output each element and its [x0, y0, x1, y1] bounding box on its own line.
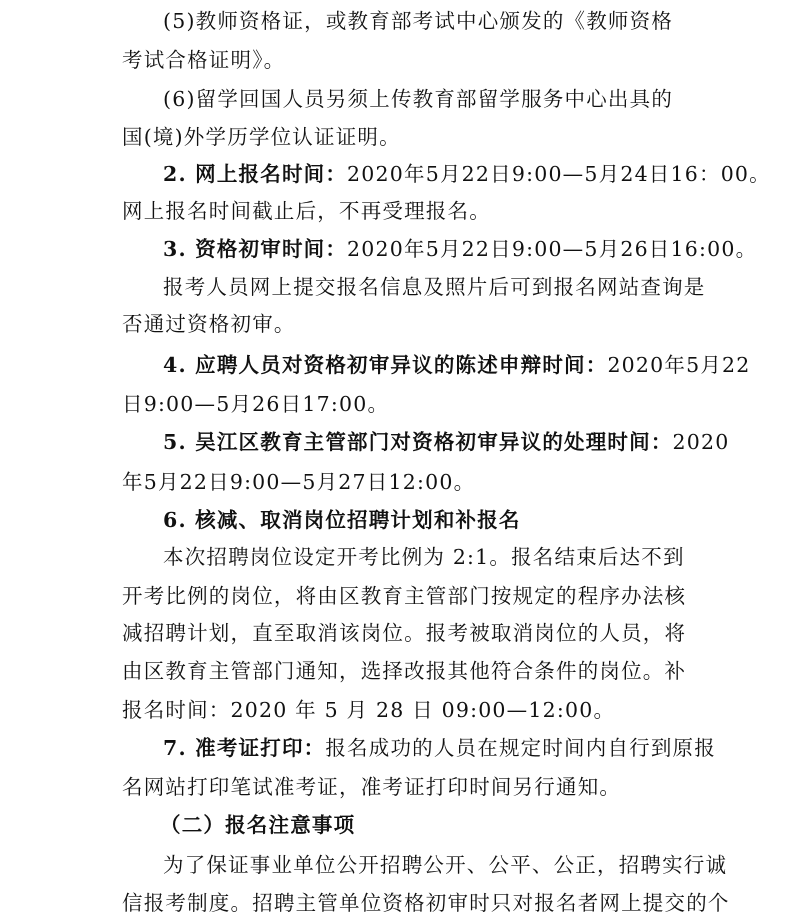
item-7-line-1: [163, 733, 716, 763]
item-6-body-line-5: 报名时间：2020 年 5 月 28 日 09:00—12:00。: [122, 698, 616, 722]
item-3-body-line-1: 报考人员网上提交报名信息及照片后可到报名网站查询是: [163, 275, 706, 299]
section-2-heading: （二）报名注意事项: [160, 813, 356, 837]
item-7-heading: 7. 准考证打印：: [163, 736, 326, 760]
item-5-line-1: [163, 427, 730, 457]
item-6-body-line-4: 由区教育主管部门通知，选择改报其他符合条件的岗位。补: [122, 659, 687, 683]
item-3-body-line-2: 否通过资格初审。: [122, 312, 296, 336]
item-5-heading: 5. 吴江区教育主管部门对资格初审异议的处理时间：: [163, 430, 673, 454]
item-4-line-1: [163, 350, 751, 380]
item-2-line-1: [163, 159, 771, 189]
item-6-body-line-3: 减招聘计划，直至取消该岗位。报考被取消岗位的人员，将: [122, 621, 687, 645]
item-7-line-2: 名网站打印笔试准考证，准考证打印时间另行通知。: [122, 775, 622, 799]
section-2-body-line-2: 信报考制度。招聘主管单位资格初审时只对报名者网上提交的个: [122, 891, 730, 915]
item-5-line-2: 年5月22日9:00—5月27日12:00。: [122, 470, 476, 494]
item-4-time: 2020年5月22: [607, 353, 751, 377]
item-6-heading: 6. 核减、取消岗位招聘计划和补报名: [163, 508, 521, 532]
para-6-line-1: (6)留学回国人员另须上传教育部留学服务中心出具的: [163, 87, 674, 111]
para-5-line-2: 考试合格证明》。: [122, 48, 286, 72]
item-3-heading: 3. 资格初审时间：: [163, 237, 348, 261]
item-6-body-line-2: 开考比例的岗位，将由区教育主管部门按规定的程序办法核: [122, 584, 687, 608]
item-2-line-2: 网上报名时间截止后，不再受理报名。: [122, 199, 491, 223]
item-6-body-line-1: 本次招聘岗位设定开考比例为 2:1。报名结束后达不到: [163, 545, 685, 569]
para-5-line-1: (5)教师资格证，或教育部考试中心颁发的《教师资格: [163, 9, 674, 33]
section-2-body-line-1: 为了保证事业单位公开招聘公开、公平、公正，招聘实行诚: [163, 853, 728, 877]
item-3-time: 2020年5月22日9:00—5月26日16:00。: [347, 237, 758, 261]
para-6-line-2: 国(境)外学历学位认证证明。: [122, 125, 401, 149]
item-5-time: 2020: [672, 430, 730, 454]
item-4-heading: 4. 应聘人员对资格初审异议的陈述申辩时间：: [163, 353, 608, 377]
item-4-line-2: 日9:00—5月26日17:00。: [122, 392, 390, 416]
item-2-time: 2020年5月22日9:00—5月24日16：00。: [347, 162, 771, 186]
item-2-heading: 2. 网上报名时间：: [163, 162, 348, 186]
item-3-line-1: [163, 234, 757, 264]
item-7-text: 报名成功的人员在规定时间内自行到原报: [325, 736, 716, 760]
